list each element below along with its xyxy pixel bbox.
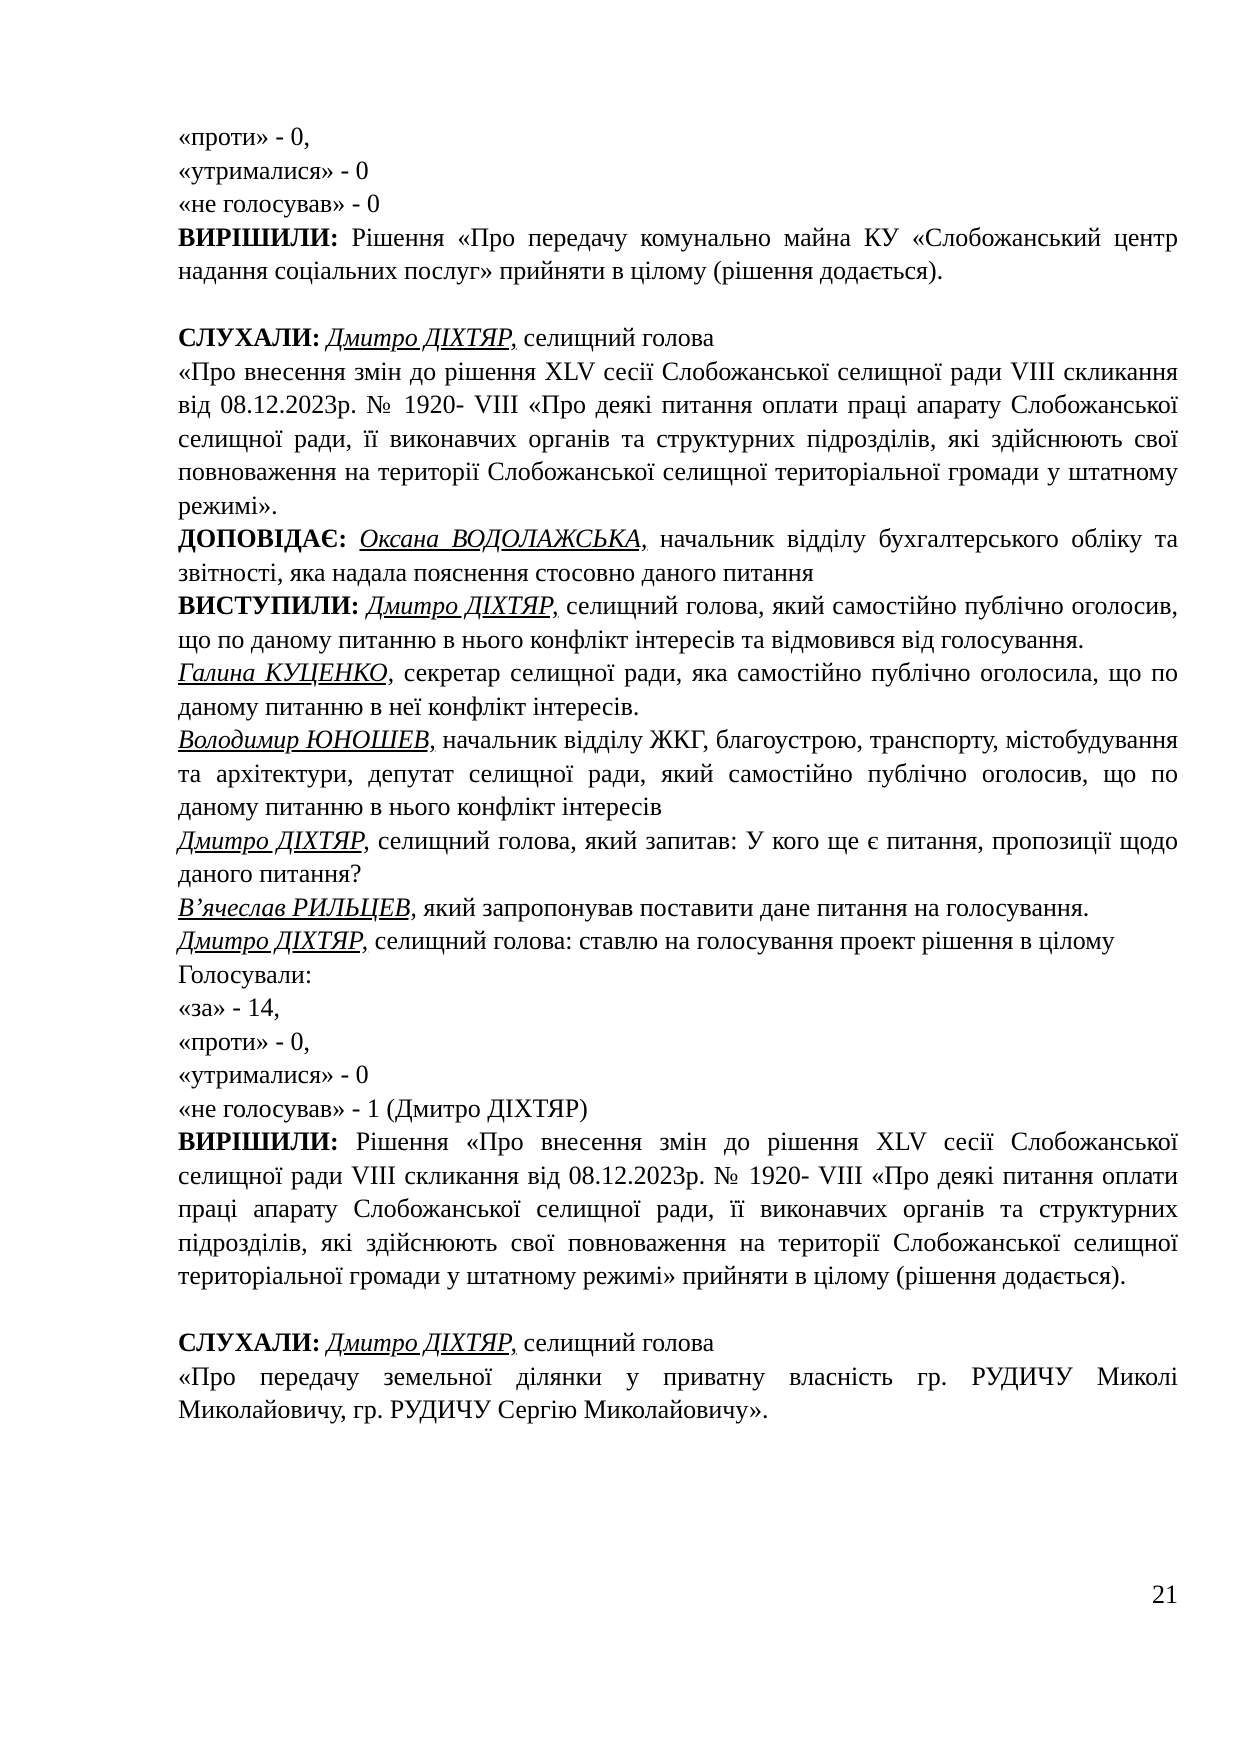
decision-label: ВИРІШИЛИ:	[178, 222, 339, 252]
vote-not-voted-line: «не голосував» - 1 (Дмитро ДІХТЯР)	[178, 1093, 588, 1123]
spoke-label: ВИСТУПИЛИ:	[178, 591, 360, 620]
paragraph-gap	[178, 288, 1178, 322]
speaker-name: Дмитро ДІХТЯР,	[326, 323, 518, 352]
decision-paragraph	[178, 221, 1178, 288]
paragraph-gap	[178, 1293, 1178, 1327]
speaker-role: селищний голова	[517, 1328, 715, 1357]
speaker-name: В’ячеслав РИЛЬЦЕВ,	[178, 892, 417, 922]
speaker-role: селищний голова	[517, 323, 715, 352]
reporter-name: Оксана ВОДОЛАЖСЬКА,	[359, 524, 648, 553]
speech-paragraph	[178, 891, 1178, 925]
speech-paragraph	[178, 723, 1178, 824]
vote-abstained-line: «утрималися» - 0	[178, 1060, 369, 1089]
speech-text: селищний голова, який запитав: У кого ще є питання, пропозиції щодо даного питання?	[178, 825, 1178, 888]
speaker-name: Дмитро ДІХТЯР,	[178, 926, 369, 955]
decision-label: ВИРІШИЛИ:	[178, 1127, 339, 1156]
heard-label: СЛУХАЛИ:	[178, 1328, 321, 1357]
speaker-name: Дмитро ДІХТЯР,	[178, 825, 370, 855]
vote-against-line: «проти» - 0,	[178, 122, 311, 151]
speech-paragraph	[178, 924, 1178, 958]
heard-paragraph	[178, 321, 1178, 355]
vote-not-voted-line: «не голосував» - 0	[178, 189, 380, 218]
vote-abstained-line: «утрималися» - 0	[178, 155, 369, 185]
page-number: 21	[1152, 1580, 1178, 1609]
heard-label: СЛУХАЛИ:	[178, 323, 321, 352]
speech-text: який запропонував поставити дане питання на голосування.	[416, 892, 1090, 922]
decision-text: Рішення «Про передачу комунально майна КУ «Слобожанський центр надання соціальних послуг» прийняти в цілому (рішення додається).	[178, 222, 1178, 285]
report-paragraph	[178, 522, 1178, 589]
report-text: начальник відділу бухгалтерського обліку та звітності, яка надала пояснення стосовно даного питання	[178, 524, 1178, 587]
speaker-name: Дмитро ДІХТЯР,	[367, 591, 559, 620]
speech-paragraph	[178, 656, 1178, 723]
document-body	[178, 120, 1178, 1427]
speech-text: селищний голова: ставлю на голосування проект рішення в цілому	[368, 926, 1115, 955]
speaker-name: Дмитро ДІХТЯР,	[326, 1328, 518, 1357]
vote-against-line: «проти» - 0,	[178, 1026, 311, 1056]
voted-heading: Голосували:	[178, 959, 313, 989]
vote-for-line: «за» - 14,	[178, 993, 280, 1022]
agenda-topic: «Про передачу земельної ділянки у приватну власність гр. РУДИЧУ Миколі Миколайовичу, гр. РУДИЧУ Сергію Миколайовичу».	[178, 1361, 1178, 1424]
report-label: ДОПОВІДАЄ:	[178, 524, 347, 553]
speech-paragraph	[178, 824, 1178, 891]
agenda-topic: «Про внесення змін до рішення XLV сесії Слобожанської селищної ради VIII скликання від 08.12.2023р. № 1920- VIII «Про деякі питання оплати праці апарату Слобожанської селищної ради, її виконавчих органів та структурних підрозділів, які здійснюють свої повноваження на території Слобожанської селищної територіальної громади у штатному режимі».	[178, 356, 1178, 520]
speaker-name: Галина КУЦЕНКО,	[178, 658, 395, 687]
speech-text: секретар селищної ради, яка самостійно публічно оголосила, що по даному питанню в неї конфлікт інтересів.	[178, 658, 1178, 721]
decision-paragraph	[178, 1125, 1178, 1293]
heard-paragraph	[178, 1326, 1178, 1360]
decision-text: Рішення «Про внесення змін до рішення XLV сесії Слобожанської селищної ради VIII скликання від 08.12.2023р. № 1920- VIII «Про деякі питання оплати праці апарату Слобожанської селищної ради, її виконавчих органів та структурних підрозділів, які здійснюють свої повноваження на території Слобожанської селищної територіальної громади у штатному режимі» прийняти в цілому (рішення додається).	[178, 1127, 1178, 1290]
speaker-name: Володимир ЮНОШЕВ,	[178, 725, 436, 754]
speech-paragraph	[178, 589, 1178, 656]
speech-text: начальник відділу ЖКГ, благоустрою, транспорту, містобудування та архітектури, депутат селищної ради, який самостійно публічно оголосив, що по даному питанню в нього конфлікт інтересів	[178, 725, 1178, 821]
speech-text: селищний голова, який самостійно публічно оголосив, що по даному питанню в нього конфлікт інтересів та відмовився від голосування.	[178, 591, 1178, 654]
